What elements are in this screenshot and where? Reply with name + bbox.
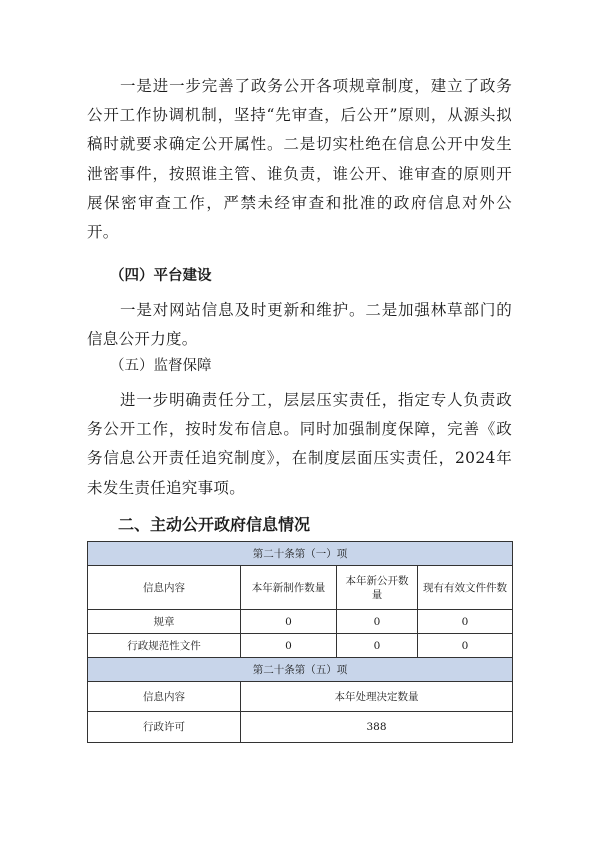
- table-header-cell: 本年新公开数量: [337, 566, 418, 610]
- table-header-cell: 信息内容: [88, 566, 241, 610]
- table-cell: 行政许可: [88, 712, 241, 743]
- table-cell: 行政规范性文件: [88, 634, 241, 658]
- table-cell: 规章: [88, 610, 241, 634]
- table-row: [88, 712, 513, 743]
- table-header-cell: 信息内容: [88, 682, 241, 712]
- table-header-cell: 现有有效文件件数: [418, 566, 513, 610]
- table-cell: 0: [337, 610, 418, 634]
- paragraph-supervision: 进一步明确责任分工，层层压实责任，指定专人负责政务公开工作，按时发布信息。同时加强制度保障，完善《政务信息公开责任追究制度》，在制度层面压实责任，2024年未发生责任追究事项。: [87, 391, 512, 497]
- section-heading: 二、主动公开政府信息情况: [118, 515, 311, 534]
- table-header-row: [88, 682, 513, 712]
- table-cell: 0: [241, 634, 337, 658]
- table-band-article-20-5: 第二十条第（五）项: [88, 658, 513, 682]
- paragraph-platform: 一是对网站信息及时更新和维护。二是加强林草部门的信息公开力度。: [87, 301, 512, 349]
- table-header-cell: 本年新制作数量: [241, 566, 337, 610]
- table-band-row: [88, 658, 513, 682]
- disclosure-table: [87, 541, 513, 743]
- table-band-row: [88, 542, 513, 566]
- table-row: [88, 610, 513, 634]
- table-cell: 0: [337, 634, 418, 658]
- table-band-article-20-1: 第二十条第（一）项: [88, 542, 513, 566]
- subheading-platform: （四）平台建设: [110, 268, 212, 284]
- table-cell: 0: [418, 634, 513, 658]
- table-cell: 0: [241, 610, 337, 634]
- paragraph-system-building: 一是进一步完善了政务公开各项规章制度，建立了政务公开工作协调机制，坚持“先审查，后公开”原则，从源头拟稿时就要求确定公开属性。二是切实杜绝在信息公开中发生泄密事件，按照谁主管、谁负责，谁公开、谁审查的原则开展保密审查工作，严禁未经审查和批准的政府信息对外公开。: [87, 77, 512, 242]
- table-cell: 388: [241, 712, 513, 743]
- subheading-supervision: （五）监督保障: [110, 358, 212, 374]
- table-cell: 0: [418, 610, 513, 634]
- table-row: [88, 634, 513, 658]
- table-header-row: [88, 566, 513, 610]
- table-header-cell: 本年处理决定数量: [241, 682, 513, 712]
